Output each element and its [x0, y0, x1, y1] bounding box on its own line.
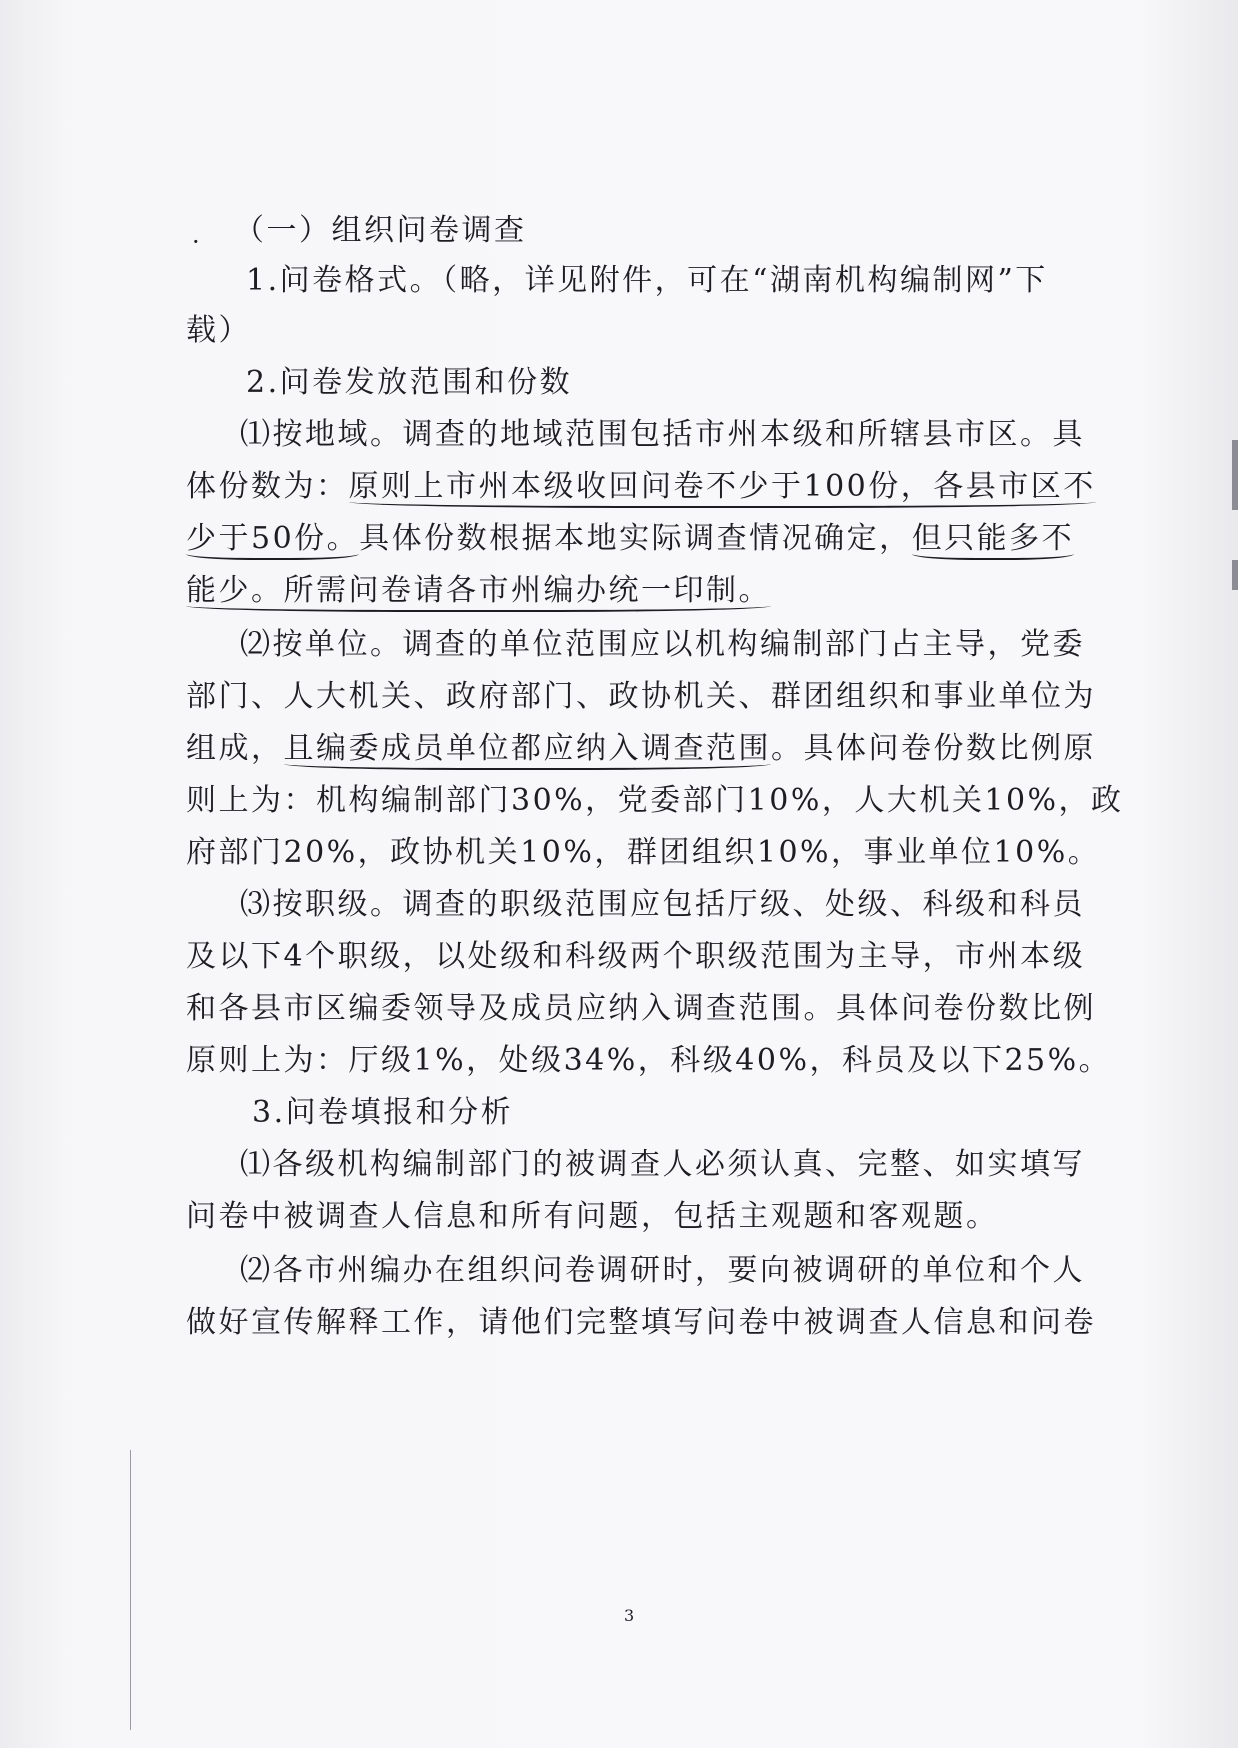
stray-dot-mark: ·: [192, 228, 200, 256]
text-segment: 具体份数根据本地实际调查情况确定，: [359, 521, 912, 556]
subheading: 2.问卷发放范围和份数: [246, 365, 573, 400]
text-segment: 。具体问卷份数比例原: [771, 731, 1096, 766]
paragraph-line: 原则上为：厅级1%，处级34%，科级40%，科员及以下25%。: [186, 1043, 1112, 1078]
scan-edge-mark: [1232, 440, 1238, 510]
scan-edge-mark: [1232, 560, 1238, 590]
paragraph-line: 和各县市区编委领导及成员应纳入调查范围。具体问卷份数比例: [186, 991, 1096, 1026]
paragraph-line: [186, 464, 1096, 510]
paragraph-line: ⑶按职级。调查的职级范围应包括厅级、处级、科级和科员: [240, 887, 1085, 922]
scan-margin-line: [130, 1450, 131, 1730]
paragraph-line: 府部门20%，政协机关10%，群团组织10%，事业单位10%。: [186, 835, 1101, 870]
paragraph-line: 载）: [186, 313, 251, 348]
text-segment: 组成，: [186, 731, 284, 766]
underlined-text: 且编委成员单位都应纳入调查范围: [284, 731, 772, 770]
paragraph-line: 部门、人大机关、政府部门、政协机关、群团组织和事业单位为: [186, 679, 1096, 714]
paragraph-line: [186, 726, 1096, 772]
paragraph-line: 做好宣传解释工作，请他们完整填写问卷中被调查人信息和问卷: [186, 1305, 1096, 1340]
page-number: 3: [624, 1606, 635, 1625]
paragraph-line: 问卷中被调查人信息和所有问题，包括主观题和客观题。: [186, 1199, 999, 1234]
paragraph-line: 及以下4个职级，以处级和科级两个职级范围为主导，市州本级: [186, 939, 1086, 974]
text-segment: 体份数为：: [186, 469, 349, 504]
paragraph-line: ⑴各级机构编制部门的被调查人必须认真、完整、如实填写: [240, 1147, 1085, 1182]
underlined-text: 原则上市州本级收回问卷不少于100份，各县市区不: [349, 469, 1096, 508]
section-heading: （一）组织问卷调查: [234, 213, 527, 248]
underlined-text: 但只能多不: [912, 521, 1075, 560]
paragraph-line: [186, 516, 1074, 562]
paragraph-line: ⑵按单位。调查的单位范围应以机构编制部门占主导，党委: [240, 627, 1085, 662]
subheading: 3.问卷填报和分析: [252, 1095, 514, 1130]
paragraph-line: 则上为：机构编制部门30%，党委部门10%，人大机关10%，政: [186, 783, 1124, 818]
underlined-text: 少于50份。: [186, 521, 359, 560]
paragraph-line: ⑵各市州编办在组织问卷调研时，要向被调研的单位和个人: [240, 1253, 1085, 1288]
paragraph-line: ⑴按地域。调查的地域范围包括市州本级和所辖县市区。具: [240, 417, 1085, 452]
paragraph-line: 1.问卷格式。（略，详见附件，可在“湖南机构编制网”下: [246, 263, 1048, 298]
underlined-text: 能少。所需问卷请各市州编办统一印制。: [186, 573, 771, 612]
paragraph-line: [186, 568, 771, 614]
